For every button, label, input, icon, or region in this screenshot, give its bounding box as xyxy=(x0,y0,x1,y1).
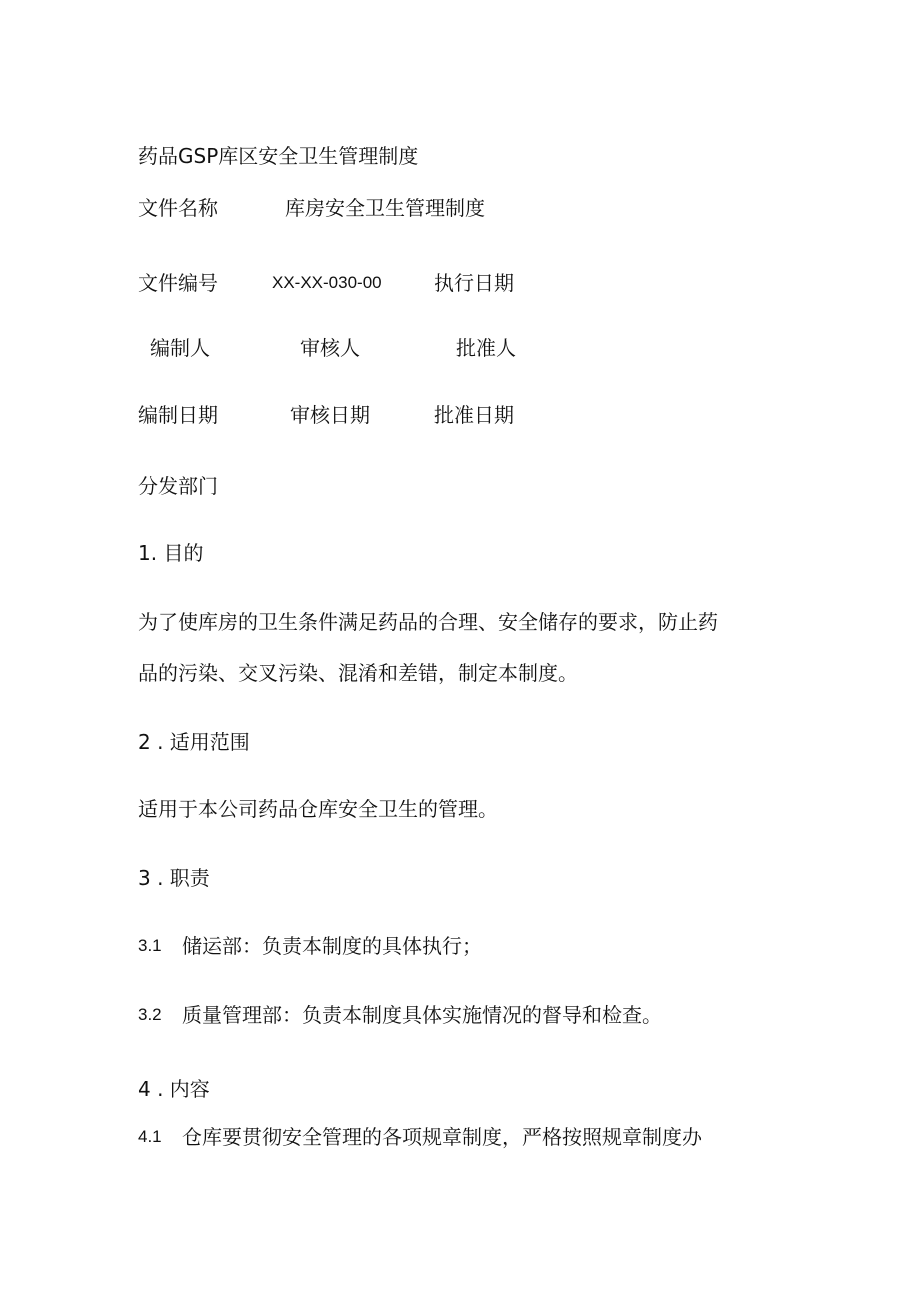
distribution-dept-label: 分发部门 xyxy=(138,474,218,498)
section-4-heading: 4 . 内容 xyxy=(138,1077,210,1101)
file-name-label: 文件名称 xyxy=(138,196,218,220)
approver-label: 批准人 xyxy=(456,336,516,360)
file-number-value: XX-XX-030-00 xyxy=(272,273,382,292)
section-3-2-number: 3.2 xyxy=(138,1005,162,1024)
section-2-heading: 2 . 适用范围 xyxy=(138,730,250,754)
editor-label: 编制人 xyxy=(150,336,210,360)
section-3-heading: 3 . 职责 xyxy=(138,866,210,890)
section-4-1-number: 4.1 xyxy=(138,1127,162,1146)
section-1-paragraph-line-1: 为了使库房的卫生条件满足药品的合理、安全储存的要求，防止药 xyxy=(138,610,718,634)
reviewer-label: 审核人 xyxy=(300,336,360,360)
section-4-1-text: 仓库要贯彻安全管理的各项规章制度，严格按照规章制度办 xyxy=(182,1125,702,1149)
review-date-label: 审核日期 xyxy=(290,403,370,427)
section-1-paragraph-line-2: 品的污染、交叉污染、混淆和差错，制定本制度。 xyxy=(138,661,578,685)
execution-date-label: 执行日期 xyxy=(434,271,514,295)
file-number-label: 文件编号 xyxy=(138,271,218,295)
document-title: 药品GSP库区安全卫生管理制度 xyxy=(138,144,419,168)
section-1-heading: 1. 目的 xyxy=(138,541,204,565)
approve-date-label: 批准日期 xyxy=(434,403,514,427)
edit-date-label: 编制日期 xyxy=(138,403,218,427)
section-3-2-text: 质量管理部：负责本制度具体实施情况的督导和检查。 xyxy=(182,1003,662,1027)
file-name-value: 库房安全卫生管理制度 xyxy=(285,196,485,220)
section-3-1-number: 3.1 xyxy=(138,936,162,955)
section-3-1-text: 储运部：负责本制度的具体执行； xyxy=(182,934,482,958)
section-2-paragraph: 适用于本公司药品仓库安全卫生的管理。 xyxy=(138,797,498,821)
